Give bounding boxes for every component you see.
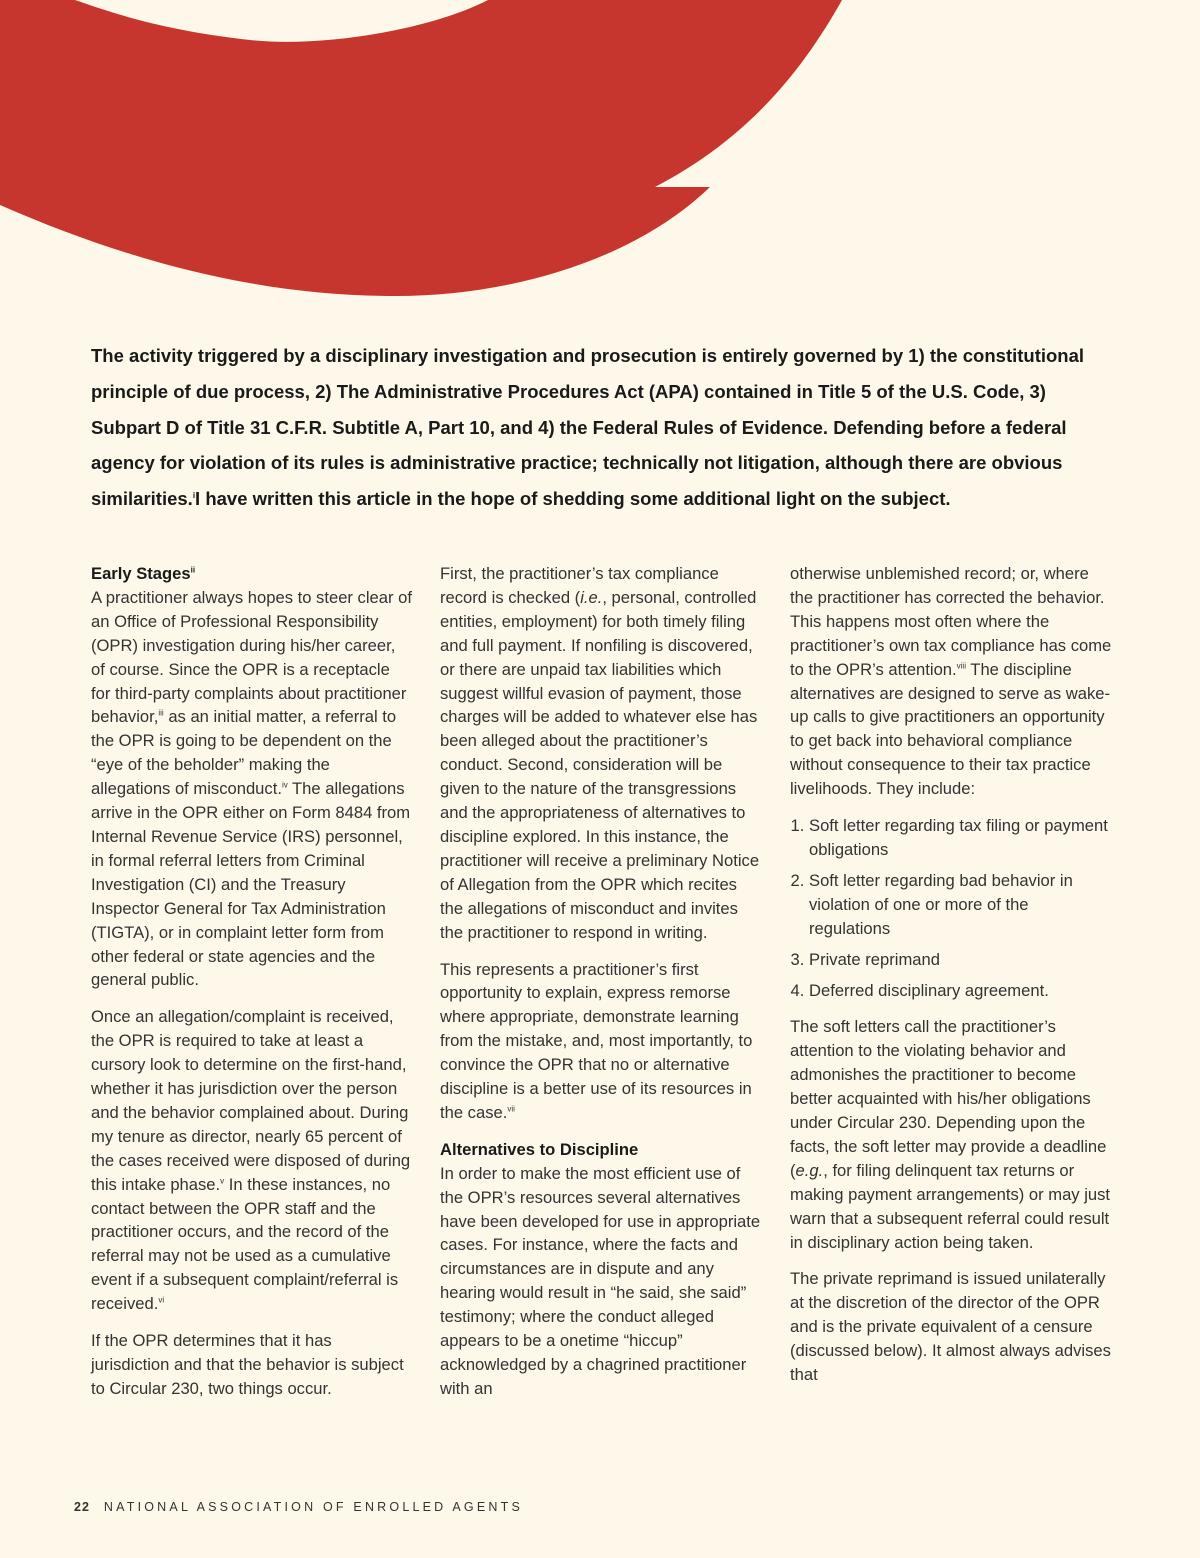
page-number: 22 <box>74 1500 90 1514</box>
footnote-marker: v <box>220 1176 225 1186</box>
footnote-marker: iii <box>158 708 164 718</box>
list-item: 2. Soft letter regarding bad behavior in violation of one or more of the regulations <box>809 869 1112 941</box>
page-footer <box>74 1500 523 1514</box>
footnote-marker: iv <box>281 780 288 790</box>
footnote-marker: vi <box>158 1295 165 1305</box>
red-swoosh-shape <box>0 0 842 296</box>
footnote-marker: viii <box>956 661 966 671</box>
paragraph: First, the practitioner’s tax compliance record is checked (i.e., personal, controlled entities, employment) for both timely filing and full payment. If nonfiling is discovered, or there are unpaid tax liabilities which suggest willful evasion of payment, those charges will be added to whatever else has been alleged about the practitioner’s conduct. Second, consideration will be given to the nature of the transgressions and the appropriateness of alternatives to discipline explored. In this instance, the practitioner will receive a preliminary Notice of Allegation from the OPR which recites the allegations of misconduct and invites the practitioner to respond in writing. <box>440 564 760 942</box>
paragraph: A practitioner always hopes to steer clear of an Office of Professional Responsibility (OPR) investigation during his/her career, of course. Since the OPR is a receptacle for third-party complaints about practitioner behavior,$^{iii}$ as an initial matter, a referral to the OPR is going to be dependent on the “eye of the beholder” making the allegations of misconduct.$^{iv}$ The allegations arrive in the OPR either on Form 8484 from Internal Revenue Service (IRS) personnel, in formal referral letters from Criminal Investigation (CI) and the Treasury Inspector General for Tax Administration (TIGTA), or in complaint letter form from other federal or state agencies and the general public. <box>91 587 412 990</box>
footnote-marker: vii <box>507 1104 515 1114</box>
publication-name: NATIONAL ASSOCIATION OF ENROLLED AGENTS <box>103 1500 523 1514</box>
column-3 <box>790 562 1112 1400</box>
paragraph: In order to make the most efficient use of the OPR’s resources several alternatives have been developed for use in appropriate cases. For instance, where the facts and circumstances are in dispute and any hearing would result in “he said, she said” testimony; where the conduct alleged appears to be a onetime “hiccup” acknowledged by a chagrined practitioner with an <box>440 1163 761 1398</box>
list-item: 3. Private reprimand <box>809 948 1112 972</box>
alternatives-list <box>790 814 1112 1002</box>
paragraph: otherwise unblemished record; or, where the practitioner has corrected the behavior. This happens most often where the practitioner’s own tax compliance has come to the OPR’s attention.$^{viii}$ The discipline alternatives are designed to serve as wake-up calls to give practitioners an opportunity to get back into behavioral compliance without consequence to their tax practice livelihoods. They include: <box>790 564 1112 799</box>
column-1 <box>91 562 413 1414</box>
section-heading-alternatives: Alternatives to Discipline <box>440 1139 639 1159</box>
decorative-red-swoosh <box>0 0 1200 320</box>
paragraph: The soft letters call the practitioner’s attention to the violating behavior and admonishes the practitioner to become better acquainted with his/her obligations under Circular 230. Depending upon the facts, the soft letter may provide a deadline (e.g., for filing delinquent tax returns or making payment arrangements) or may just warn that a subsequent referral could result in disciplinary action being taken. <box>790 1017 1111 1252</box>
column-2 <box>440 562 762 1414</box>
section-heading-early-stages: Early Stages$^{ii}$ <box>91 564 196 583</box>
paragraph: The private reprimand is issued unilaterally at the discretion of the director of the OPR and is the private equivalent of a censure (discussed below). It almost always advises that <box>790 1269 1111 1385</box>
paragraph: If the OPR determines that it has jurisdiction and that the behavior is subject to Circular 230, two things occur. <box>91 1331 404 1398</box>
footnote-marker: ii <box>190 565 196 575</box>
footnote-marker: i <box>192 491 196 501</box>
list-item: 1. Soft letter regarding tax filing or payment obligations <box>809 814 1112 862</box>
lead-paragraph: The activity triggered by a disciplinary investigation and prosecution is entirely governed by 1) the constitutional principle of due process, 2) The Administrative Procedures Act (APA) contained in Title 5 of the U.S. Code, 3) Subpart D of Title 31 C.F.R. Subtitle A, Part 10, and 4) the Federal Rules of Evidence. Defending before a federal agency for violation of its rules is administrative practice; technically not litigation, although there are obvious similarities.$^i$I have written this article in the hope of shedding some additional light on the subject. <box>91 345 1085 510</box>
list-item: 4. Deferred disciplinary agreement. <box>809 979 1112 1003</box>
paragraph: This represents a practitioner’s first opportunity to explain, express remorse where appropriate, demonstrate learning from the mistake, and, most importantly, to convince the OPR that no or alternative discipline is a better use of its resources in the case.$^{vii}$ <box>440 959 753 1122</box>
paragraph: Once an allegation/complaint is received, the OPR is required to take at least a cursory look to determine on the first-hand, whether it has jurisdiction over the person and the behavior complained about. During my tenure as director, nearly 65 percent of the cases received were disposed of during this intake phase.$^v$ In these instances, no contact between the OPR staff and the practitioner occurs, and the record of the referral may not be used as a cumulative event if a subsequent complaint/referral is received.$^{vi}$ <box>91 1007 411 1314</box>
